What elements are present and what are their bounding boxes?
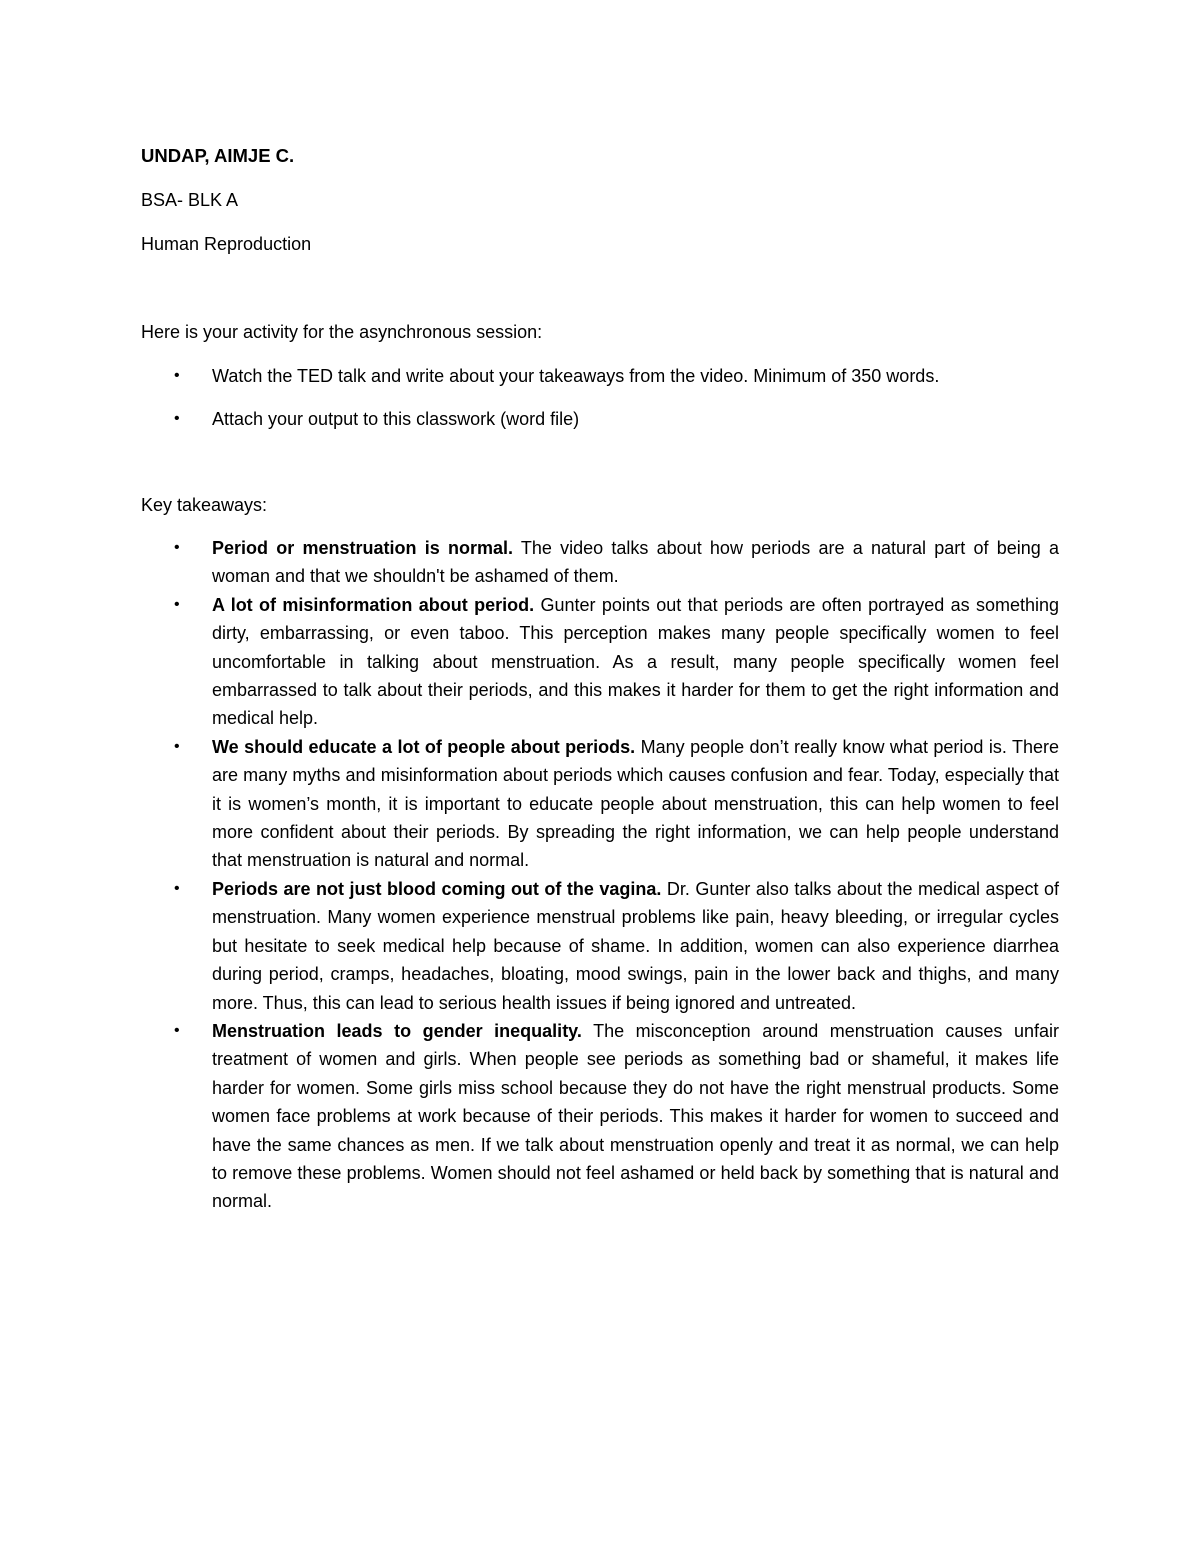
takeaway-item xyxy=(141,1017,1059,1216)
spacer xyxy=(141,346,1059,362)
subject-title: Human Reproduction xyxy=(141,234,312,254)
bullet-icon: • xyxy=(174,410,180,427)
takeaway-body: The misconception around menstruation causes unfair treatment of women and girls. When people see periods as something bad or shameful, it makes life harder for women. Some girls miss school because they do not have the right menstrual products. Some women face problems at work because of their periods. This makes it harder for women to succeed and have the same chances as men. If we talk about menstruation openly and treat it as normal, we can help to remove these problems. Women should not feel ashamed or held back by something that is natural and normal. xyxy=(212,1020,1059,1212)
takeaway-body: Many people don’t really know what period is. There are many myths and misinformation about periods which causes confusion and fear. Today, especially that it is women’s month, it is important to educate people about menstruation, this can help women to feel more confident about their periods. By spreading the right information, we can help people understand that menstruation is natural and normal. xyxy=(212,736,1059,871)
bullet-icon: • xyxy=(174,737,180,755)
activity-task-text: Attach your output to this classwork (word file) xyxy=(212,409,580,429)
student-name: UNDAP, AIMJE C. xyxy=(141,145,295,166)
takeaway-item xyxy=(141,591,1059,733)
takeaway-title: Period or menstruation is normal. xyxy=(212,538,513,558)
takeaway-body: Gunter points out that periods are often portrayed as something dirty, embarrassing, or even taboo. This perception makes many people specifically women to feel uncomfortable in talking about menstruation. As a result, many people specifically women feel embarrassed to talk about their periods, and this makes it harder for them to get the right information and medical help. xyxy=(212,594,1059,729)
bullet-icon: • xyxy=(174,539,180,556)
spacer xyxy=(141,258,1059,318)
takeaways-heading: Key takeaways: xyxy=(141,495,268,515)
takeaway-title: We should educate a lot of people about periods. xyxy=(212,736,636,757)
activity-task-list xyxy=(141,362,1059,433)
spacer xyxy=(141,433,1059,491)
takeaway-title: Menstruation leads to gender inequality. xyxy=(212,1020,582,1041)
takeaway-body: The video talks about how periods are a natural part of being a woman and that we shouldn't be ashamed of them. xyxy=(212,538,1059,587)
takeaway-item xyxy=(141,875,1059,1017)
takeaway-body: Dr. Gunter also talks about the medical aspect of menstruation. Many women experience menstrual problems like pain, heavy bleeding, or irregular cycles but hesitate to seek medical help because of shame. In addition, women can also experience diarrhea during period, cramps, headaches, bloating, mood swings, pain in the lower back and thighs, and many more. Thus, this can lead to serious health issues if being ignored and untreated. xyxy=(212,878,1059,1013)
bullet-icon: • xyxy=(174,1021,180,1039)
takeaways-list xyxy=(141,534,1059,1216)
activity-intro: Here is your activity for the asynchronous session: xyxy=(141,322,543,342)
takeaway-item xyxy=(141,534,1059,591)
activity-task-text: Watch the TED talk and write about your takeaways from the video. Minimum of 350 words. xyxy=(212,366,940,386)
activity-task xyxy=(141,362,1059,390)
activity-task xyxy=(141,405,1059,433)
bullet-icon: • xyxy=(174,879,180,897)
takeaway-title: A lot of misinformation about period. xyxy=(212,594,535,615)
spacer xyxy=(141,519,1059,534)
spacer xyxy=(141,170,1059,186)
takeaway-title: Periods are not just blood coming out of the vagina. xyxy=(212,878,662,899)
spacer xyxy=(141,214,1059,230)
bullet-icon: • xyxy=(174,367,180,384)
document-body xyxy=(141,142,1059,1216)
student-section: BSA- BLK A xyxy=(141,190,239,210)
bullet-icon: • xyxy=(174,595,180,613)
takeaway-item xyxy=(141,733,1059,875)
